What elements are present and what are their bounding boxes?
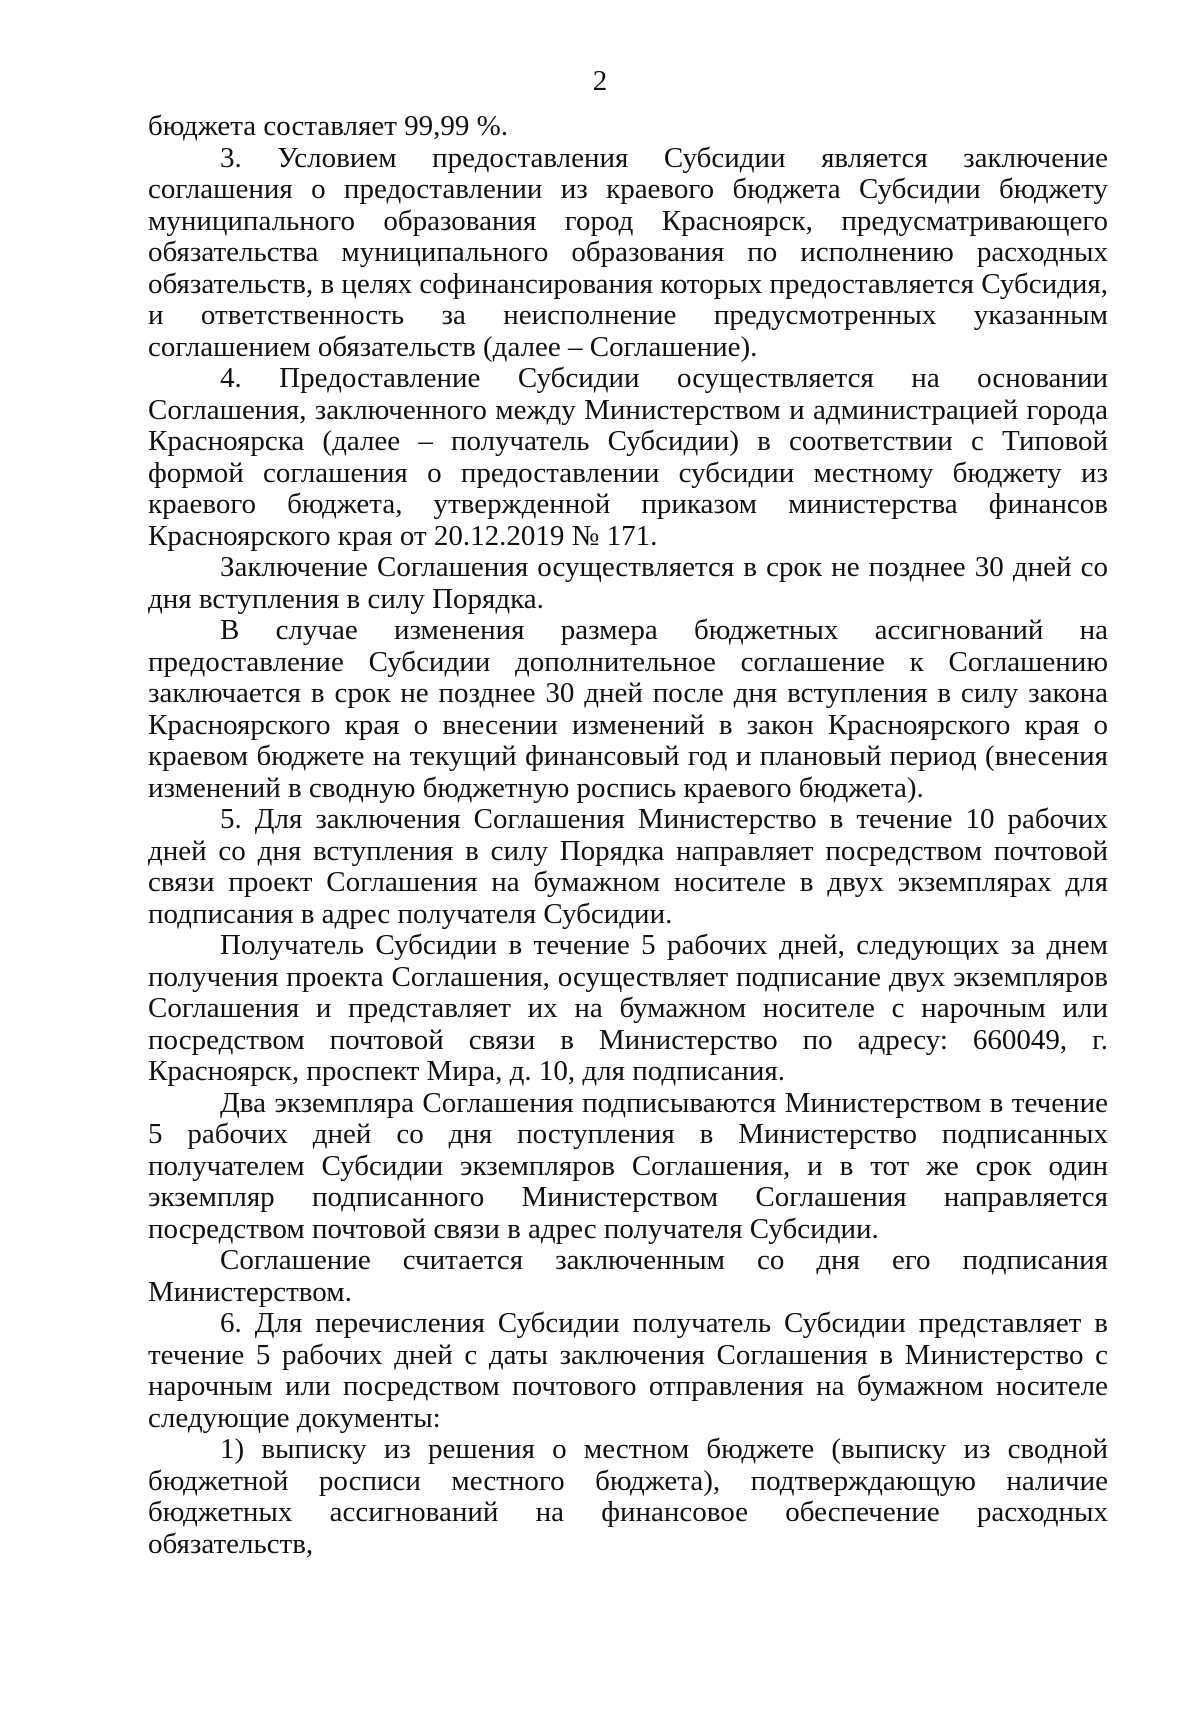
paragraph: В случае изменения размера бюджетных ассигнований на предоставление Субсидии дополнительное соглашение к Соглашению заключается в срок не позднее 30 дней после дня вступления в силу закона Красноярского края о внесении изменений в закон Красноярского края о краевом бюджете на текущий финансовый год и плановый период (внесения изменений в сводную бюджетную роспись краевого бюджета). xyxy=(148,614,1108,804)
paragraph: Два экземпляра Соглашения подписываются Министерством в течение 5 рабочих дней со дня поступления в Министерство подписанных получателем Субсидии экземпляров Соглашения, и в тот же срок один экземпляр подписанного Министерством Соглашения направляется посредством почтовой связи в адрес получателя Субсидии. xyxy=(148,1086,1108,1245)
paragraph: 4. Предоставление Субсидии осуществляется на основании Соглашения, заключенного между Министерством и администрацией города Красноярска (далее – получатель Субсидии) в соответствии с Типовой формой соглашения о предоставлении субсидии местному бюджету из краевого бюджета, утвержденной приказом министерства финансов Красноярского края от 20.12.2019 № 171. xyxy=(148,362,1108,552)
paragraph: 1) выписку из решения о местном бюджете (выписку из сводной бюджетной росписи местного бюджета), подтверждающую наличие бюджетных ассигнований на финансовое обеспечение расходных обязательств, xyxy=(148,1433,1108,1560)
paragraph: 6. Для перечисления Субсидии получатель Субсидии представляет в течение 5 рабочих дней с даты заключения Соглашения в Министерство с нарочным или посредством почтового отправления на бумажном носителе следующие документы: xyxy=(148,1307,1108,1434)
paragraph: Соглашение считается заключенным со дня его подписания Министерством. xyxy=(148,1244,1108,1308)
paragraph: 3. Условием предоставления Субсидии является заключение соглашения о предоставлении из краевого бюджета Субсидии бюджету муниципального образования город Красноярск, предусматривающего обязательства муниципального образования по исполнению расходных обязательств, в целях софинансирования которых предоставляется Субсидия, и ответственность за неисполнение предусмотренных указанным соглашением обязательств (далее – Соглашение). xyxy=(148,141,1108,363)
paragraph: бюджета составляет 99,99 %. xyxy=(148,110,509,142)
paragraph: 5. Для заключения Соглашения Министерство в течение 10 рабочих дней со дня вступления в силу Порядка направляет посредством почтовой связи проект Соглашения на бумажном носителе в двух экземплярах для подписания в адрес получателя Субсидии. xyxy=(148,803,1108,930)
paragraph: Заключение Соглашения осуществляется в срок не позднее 30 дней со дня вступления в силу Порядка. xyxy=(148,551,1108,615)
document-body xyxy=(148,111,1108,1560)
page-number: 2 xyxy=(592,65,608,97)
paragraph: Получатель Субсидии в течение 5 рабочих дней, следующих за днем получения проекта Соглашения, осуществляет подписание двух экземпляров Соглашения и представляет их на бумажном носителе с нарочным или посредством почтовой связи в Министерство по адресу: 660049, г. Красноярск, проспект Мира, д. 10, для подписания. xyxy=(148,929,1108,1087)
